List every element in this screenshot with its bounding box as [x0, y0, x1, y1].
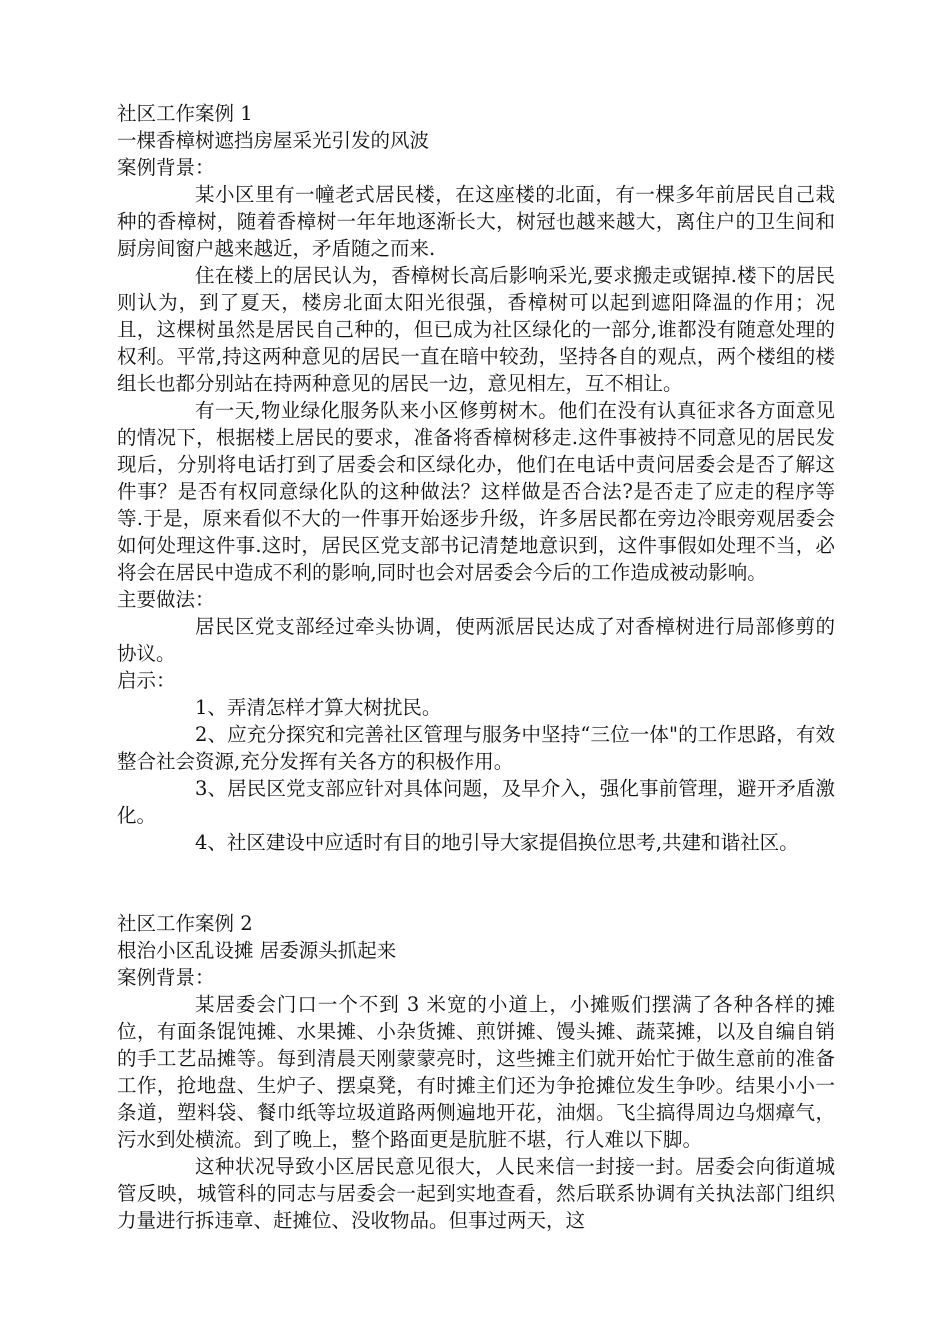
case1-method-paragraph: 居民区党支部经过牵头协调，使两派居民达成了对香樟树进行局部修剪的协议。	[117, 615, 835, 665]
case1-insight-item: 3、居民区党支部应针对具体问题，及早介入，强化事前管理，避开矛盾激化。	[117, 777, 835, 827]
document-page	[117, 100, 835, 1234]
case1-insight-item: 2、应充分探究和完善社区管理与服务中坚持“三位一体"的工作思路，有效整合社会资源,充分发挥有关各方的积极作用。	[117, 723, 835, 773]
case1-insight-item: 4、社区建设中应适时有目的地引导大家提倡换位思考,共建和谐社区。	[195, 831, 799, 854]
case2-subtitle: 根治小区乱设摊 居委源头抓起来	[117, 939, 397, 962]
case2-title: 社区工作案例 2	[117, 912, 253, 935]
case1-insight-heading: 启示：	[117, 669, 176, 692]
case1-insight-item: 1、弄清怎样才算大树扰民。	[195, 696, 442, 719]
case1-background-paragraph: 某小区里有一幢老式居民楼，在这座楼的北面，有一棵多年前居民自己栽种的香樟树，随着香樟树一年年地逐渐长大，树冠也越来越大，离住户的卫生间和厨房间窗户越来越近，矛盾随之而来.	[117, 183, 835, 260]
case1-background-paragraph: 有一天,物业绿化服务队来小区修剪树木。他们在没有认真征求各方面意见的情况下，根据楼上居民的要求，准备将香樟树移走.这件事被持不同意见的居民发现后，分别将电话打到了居委会和区绿化办，他们在电话中责问居委会是否了解这件事？是否有权同意绿化队的这种做法？这样做是否合法?是否走了应走的程序等等.于是，原来看似不大的一件事开始逐步升级，许多居民都在旁边冷眼旁观居委会如何处理这件事.这时，居民区党支部书记清楚地意识到，这件事假如处理不当，必将会在居民中造成不利的影响,同时也会对居委会今后的工作造成被动影响。	[117, 399, 835, 584]
case1-subtitle: 一棵香樟树遮挡房屋采光引发的风波	[117, 129, 430, 152]
case2-background-paragraph: 这种状况导致小区居民意见很大，人民来信一封接一封。居委会向街道城管反映，城管科的同志与居委会一起到实地查看，然后联系协调有关执法部门组织力量进行拆违章、赶摊位、没收物品。但事过两天，这	[117, 1155, 835, 1232]
case1-method-heading: 主要做法：	[117, 588, 215, 611]
case2-background-paragraph: 某居委会门口一个不到 3 米宽的小道上，小摊贩们摆满了各种各样的摊位，有面条馄饨摊、水果摊、小杂货摊、煎饼摊、馒头摊、蔬菜摊，以及自编自销的手工艺品摊等。每到清晨天刚蒙蒙亮时，这些摊主们就开始忙于做生意前的准备工作，抢地盘、生炉子、摆桌凳，有时摊主们还为争抢摊位发生争吵。结果小小一条道，塑料袋、餐巾纸等垃圾道路两侧遍地开花，油烟。飞尘搞得周边乌烟瘴气，污水到处横流。到了晚上，整个路面更是肮脏不堪，行人难以下脚。	[117, 993, 835, 1151]
case2-background-heading: 案例背景：	[117, 966, 215, 989]
case1-title: 社区工作案例 1	[117, 102, 253, 125]
section-spacer	[117, 856, 835, 910]
case1-background-paragraph: 住在楼上的居民认为，香樟树长高后影响采光,要求搬走或锯掉.楼下的居民则认为，到了夏天，楼房北面太阳光很强，香樟树可以起到遮阳降温的作用；况且，这棵树虽然是居民自己种的，但已成为社区绿化的一部分,谁都没有随意处理的权利。平常,持这两种意见的居民一直在暗中较劲，坚持各自的观点，两个楼组的楼组长也都分别站在持两种意见的居民一边，意见相左，互不相让。	[117, 264, 835, 395]
case1-background-heading: 案例背景：	[117, 156, 215, 179]
